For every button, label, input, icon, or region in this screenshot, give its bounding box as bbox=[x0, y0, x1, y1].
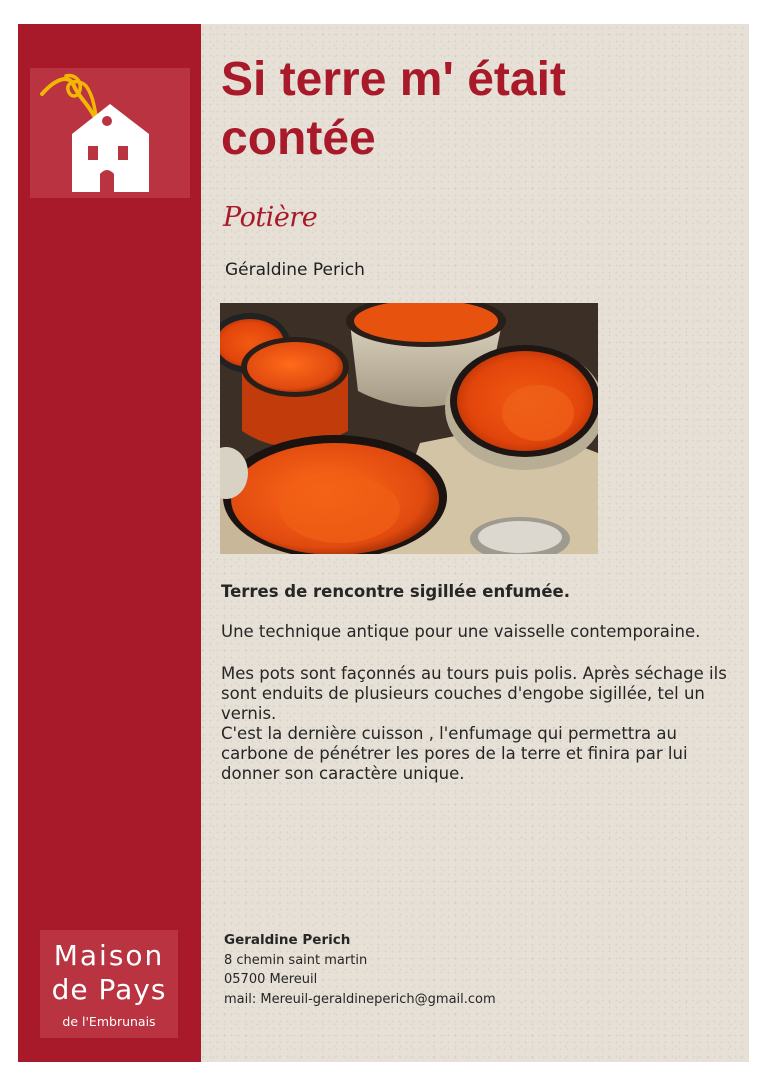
contact-block bbox=[224, 931, 496, 1009]
title-line-1: Si terre m' était bbox=[221, 53, 566, 106]
paragraph-3: C'est la dernière cuisson , l'enfumage qui permettra au carbone de pénétrer les pores de la terre et finira par lui donner son caractère unique. bbox=[221, 724, 688, 783]
flyer-page bbox=[18, 24, 749, 1062]
lead-text: Terres de rencontre sigillée enfumée. bbox=[221, 582, 571, 601]
title-line-2: contée bbox=[221, 112, 376, 165]
brand-line-3: de l'Embrunais bbox=[62, 1014, 156, 1029]
brand-line-1: Maison bbox=[53, 939, 165, 972]
contact-city: 05700 Mereuil bbox=[224, 972, 318, 987]
subtitle: Potière bbox=[223, 202, 318, 233]
house-tag-icon bbox=[30, 68, 190, 198]
contact-name: Geraldine Perich bbox=[224, 932, 351, 948]
contact-street: 8 chemin saint martin bbox=[224, 952, 368, 968]
paragraph-2: Mes pots sont façonnés au tours puis polis. Après séchage ils sont enduits de plusieurs couches d'engobe sigillée, tel un vernis. bbox=[221, 664, 727, 723]
paragraph-1: Une technique antique pour une vaisselle contemporaine. bbox=[221, 622, 701, 641]
author-name: Géraldine Perich bbox=[225, 260, 365, 280]
contact-mail[interactable]: mail: Mereuil-geraldineperich@gmail.com bbox=[224, 991, 496, 1007]
brand-line-2: de Pays bbox=[51, 973, 167, 1006]
maison-de-pays-logo bbox=[40, 930, 178, 1038]
pottery-bowls-photo bbox=[220, 303, 598, 554]
page-title bbox=[221, 50, 741, 168]
description bbox=[221, 582, 731, 784]
logo-box bbox=[30, 68, 190, 198]
sidebar bbox=[18, 24, 201, 1062]
